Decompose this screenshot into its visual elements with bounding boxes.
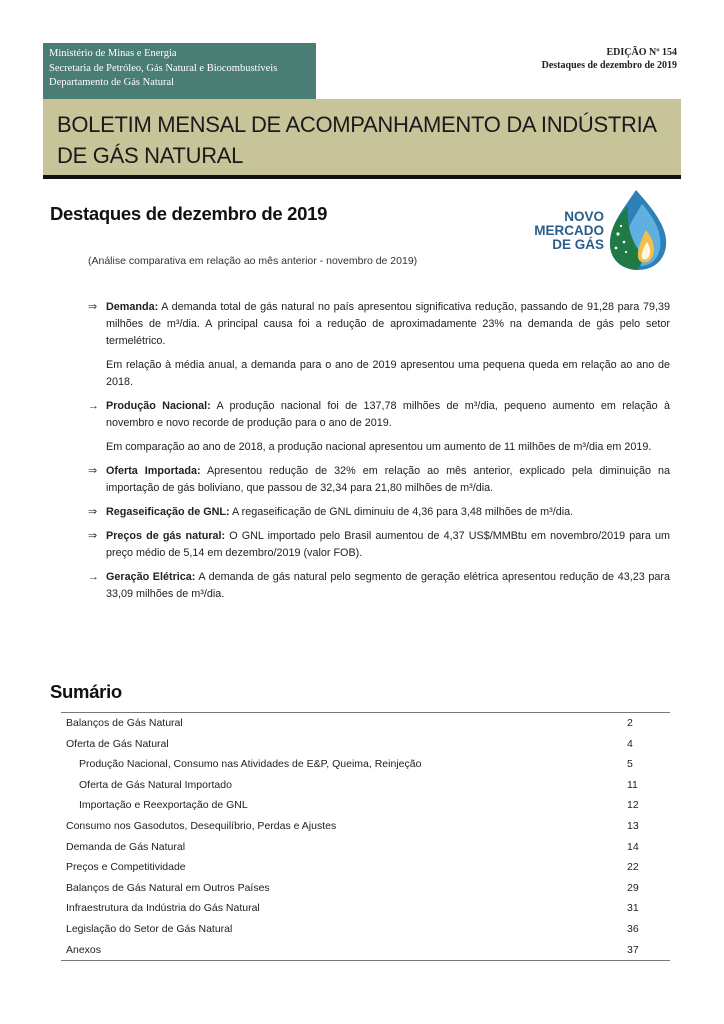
toc-row[interactable]	[61, 878, 670, 899]
highlights-list	[88, 299, 670, 603]
title-band	[43, 99, 681, 179]
arrow-icon: ⇒	[88, 301, 98, 313]
ministry-line: Ministério de Minas e Energia	[49, 48, 177, 59]
highlight-item-imported-supply	[88, 463, 670, 497]
toc-title: Balanços de Gás Natural	[66, 717, 183, 729]
highlight-text: A demanda de gás natural pelo segmento de geração elétrica apresentou redução de 43,23 para 33,09 milhões de m³/dia.	[106, 571, 670, 600]
toc-title: Produção Nacional, Consumo nas Atividades de E&P, Queima, Reinjeção	[79, 758, 422, 771]
toc-page: 14	[627, 840, 639, 853]
toc-row[interactable]	[61, 837, 670, 858]
toc-page: 11	[627, 778, 638, 791]
toc-page: 29	[627, 881, 639, 894]
department-line: Departamento de Gás Natural	[49, 77, 175, 88]
toc-page: 2	[627, 717, 633, 729]
highlight-text: O GNL importado pelo Brasil aumentou de 4,37 US$/MMBtu em novembro/2019 para um preço médio de 5,14 em dezembro/2019 (valor FOB).	[106, 530, 670, 559]
highlight-text: Apresentou redução de 32% em relação ao mês anterior, explicado pela diminuição na importação de gás boliviano, que passou de 32,34 para 21,80 milhões de m³/dia.	[106, 465, 671, 494]
highlight-text: A demanda total de gás natural no país apresentou significativa redução, passando de 91,28 para 79,39 milhões de m³/dia. A principal causa foi a redução de aproximadamente 23% na demanda de gás pelo setor termelétrico.	[106, 301, 670, 347]
novo-mercado-logo	[512, 190, 674, 272]
arrow-icon: ⇒	[88, 506, 98, 518]
highlight-text: A regaseificação de GNL diminuiu de 4,36 para 3,48 milhões de m³/dia.	[229, 506, 574, 518]
highlight-extra: Em relação à média anual, a demanda para o ano de 2019 apresentou uma pequena queda em relação ao ano de 2018.	[106, 359, 670, 388]
highlights-heading: Destaques de dezembro de 2019	[50, 203, 328, 224]
toc-row[interactable]	[61, 940, 670, 961]
toc-title: Legislação do Setor de Gás Natural	[66, 922, 233, 935]
toc-page: 22	[627, 861, 639, 874]
edition-date: Destaques de dezembro de 2019	[541, 60, 677, 71]
arrow-icon: →	[88, 400, 99, 412]
highlight-item-production	[88, 398, 670, 432]
toc-row[interactable]	[61, 713, 670, 734]
toc-title: Consumo nos Gasodutos, Desequilíbrio, Perdas e Ajustes	[66, 819, 337, 832]
logo-line-1: NOVO	[564, 209, 604, 224]
toc-page: 4	[627, 737, 633, 750]
logo-text	[512, 210, 604, 252]
toc-page: 13	[627, 819, 639, 832]
highlight-label: Geração Elétrica:	[106, 571, 196, 583]
ministry-box	[43, 43, 316, 99]
highlight-label: Produção Nacional:	[106, 400, 211, 412]
highlight-text: A produção nacional foi de 137,78 milhões de m³/dia, pequeno aumento em relação à novembro e novo recorde de produção para o ano de 2019.	[106, 400, 671, 429]
title-line-1: BOLETIM MENSAL DE ACOMPANHAMENTO DA INDÚSTRIA	[57, 112, 657, 137]
flame-icon	[606, 190, 674, 272]
highlight-item-demand	[88, 299, 670, 350]
toc-title: Importação e Reexportação de GNL	[79, 799, 248, 812]
table-of-contents	[61, 712, 670, 961]
logo-line-2: MERCADO	[534, 223, 604, 238]
toc-row[interactable]	[61, 898, 670, 919]
bulletin-title	[57, 109, 667, 171]
highlight-item-prices	[88, 528, 670, 562]
toc-page: 12	[627, 799, 639, 812]
toc-page: 5	[627, 758, 633, 771]
logo-line-3: DE GÁS	[552, 237, 604, 252]
highlight-label: Oferta Importada:	[106, 465, 201, 477]
toc-page: 36	[627, 922, 639, 935]
highlight-item-regasification	[88, 504, 670, 521]
toc-page: 31	[627, 902, 639, 915]
highlight-label: Preços de gás natural:	[106, 530, 226, 542]
toc-title: Preços e Competitividade	[66, 861, 186, 874]
toc-row[interactable]	[61, 795, 670, 816]
highlight-item-power-generation	[88, 569, 670, 603]
edition-info	[542, 46, 677, 72]
edition-number: EDIÇÃO Nº 154	[606, 47, 677, 58]
toc-row[interactable]	[61, 919, 670, 940]
highlight-extra: Em comparação ao ano de 2018, a produção nacional apresentou um aumento de 11 milhões de m³/dia em 2019.	[106, 441, 652, 453]
highlight-label: Regaseificação de GNL:	[106, 506, 230, 518]
secretariat-line: Secretaria de Petróleo, Gás Natural e Biocombustíveis	[49, 62, 278, 74]
toc-title: Oferta de Gás Natural Importado	[79, 778, 232, 791]
toc-title: Infraestrutura da Indústria do Gás Natural	[66, 902, 260, 915]
summary-heading: Sumário	[50, 681, 122, 702]
toc-row[interactable]	[61, 775, 670, 796]
arrow-icon: ⇒	[88, 530, 98, 542]
toc-page: 37	[627, 943, 639, 956]
highlight-label: Demanda:	[106, 301, 159, 313]
toc-row[interactable]	[61, 857, 670, 878]
arrow-icon: →	[88, 571, 99, 583]
arrow-icon: ⇒	[88, 465, 98, 477]
toc-title: Oferta de Gás Natural	[66, 737, 169, 750]
toc-title: Demanda de Gás Natural	[66, 840, 186, 853]
toc-row[interactable]	[61, 734, 670, 755]
toc-title: Balanços de Gás Natural em Outros Países	[66, 881, 270, 894]
toc-row[interactable]	[61, 816, 670, 837]
toc-row[interactable]	[61, 754, 670, 775]
toc-title: Anexos	[66, 943, 102, 956]
title-line-2: DE GÁS NATURAL	[57, 143, 244, 168]
comparison-note: (Análise comparativa em relação ao mês anterior - novembro de 2019)	[88, 255, 418, 267]
